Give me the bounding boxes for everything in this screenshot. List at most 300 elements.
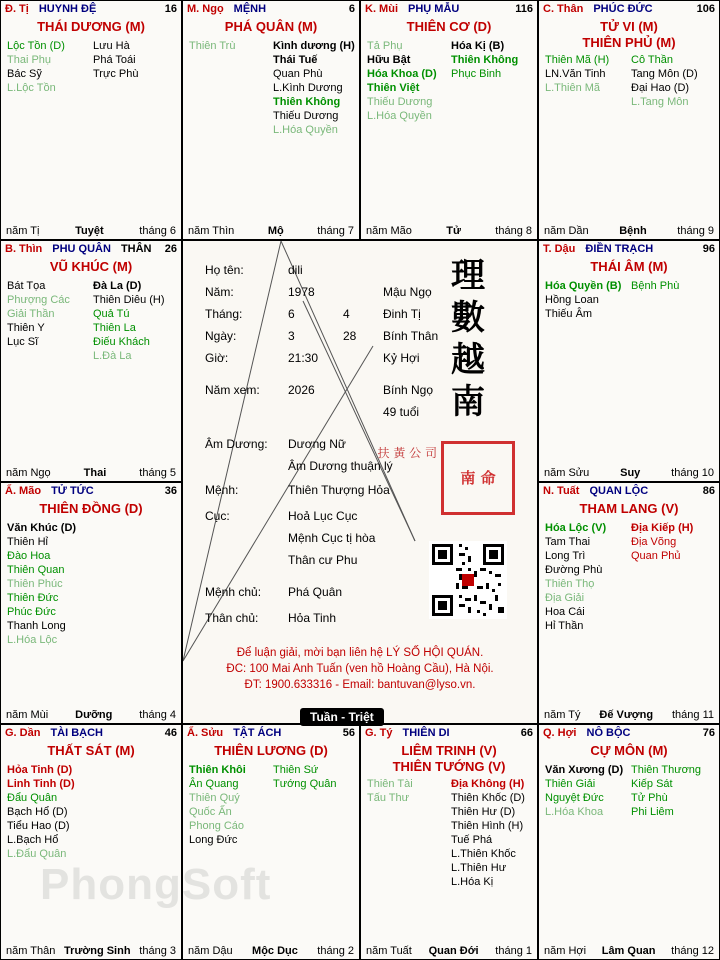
palace-name: PHÚC ĐỨC (593, 3, 653, 15)
star-column (545, 521, 627, 633)
footer-right: tháng 9 (677, 225, 714, 237)
star-item: Đại Hao (D) (631, 82, 690, 94)
star-column (7, 763, 175, 861)
star-columns (1, 279, 181, 363)
palace-branch: K. Mùi (365, 3, 398, 15)
star-item: Hoa Cái (545, 606, 585, 618)
label-menh: Mệnh: (205, 483, 239, 497)
palace-footer (361, 945, 537, 957)
footer-right: tháng 1 (495, 945, 532, 957)
palace-header-than (539, 3, 719, 17)
palace-header-thin (1, 243, 181, 257)
footer-right: tháng 7 (317, 225, 354, 237)
palace-cell-ngo[interactable] (182, 0, 360, 240)
star-item: Thiên Tài (367, 778, 413, 790)
star-item: Phi Liêm (631, 806, 674, 818)
star-item: L.Lộc Tồn (7, 82, 56, 94)
value-day-stem: Bính Thân (383, 329, 439, 343)
star-item: Thiên Hình (H) (451, 820, 524, 832)
palace-footer (183, 225, 359, 237)
palace-name: PHỤ MẪU (408, 3, 460, 15)
footer-mid: Đế Vượng (599, 709, 654, 721)
star-item: Thiên Giải (545, 778, 596, 790)
palace-cell-mui[interactable] (360, 0, 538, 240)
palace-name: QUAN LỘC (589, 485, 649, 497)
main-star: THẤT SÁT (M) (47, 743, 135, 758)
star-item: Hồng Loan (545, 294, 599, 306)
palace-branch: Ẩ. Sửu (187, 727, 224, 739)
star-item: Thiên Sứ (273, 764, 319, 776)
value-day: 3 (288, 329, 295, 343)
palace-header-mao (1, 485, 181, 499)
palace-cell-ty[interactable] (360, 724, 538, 960)
palace-number: 86 (702, 485, 715, 497)
star-item: Thiên La (93, 322, 136, 334)
palace-name: ĐIỀN TRẠCH (585, 243, 654, 255)
palace-number: 116 (515, 3, 533, 15)
star-item: Lộc Tồn (D) (7, 40, 65, 52)
palace-number: 96 (702, 243, 715, 255)
value-year-stem: Mậu Ngọ (383, 285, 432, 299)
label-cuc: Cục: (205, 509, 230, 523)
star-item: Bác Sỹ (7, 68, 42, 80)
star-item: Địa Giải (545, 592, 585, 604)
label-hour: Giờ: (205, 351, 229, 365)
label-yinyang: Âm Dương: (205, 437, 268, 451)
palace-branch: G. Dần (5, 727, 41, 739)
footer-mid: Mộc Dục (252, 945, 298, 957)
footer-right: tháng 2 (317, 945, 354, 957)
star-item: Nguyệt Đức (545, 792, 604, 804)
palace-footer (539, 945, 719, 957)
tuan-triet-badge: Tuần - Triệt (300, 708, 384, 726)
star-item: Tử Phù (631, 792, 668, 804)
star-item: Địa Không (H) (451, 778, 525, 790)
star-item: Phong Cáo (189, 820, 245, 832)
value-than-chu: Hỏa Tinh (288, 611, 337, 625)
value-month: 6 (288, 307, 295, 321)
star-item: L.Thiên Mã (545, 82, 601, 94)
star-item: Địa Võng (631, 536, 677, 548)
footer-mid: Tử (446, 225, 461, 237)
palace-branch: C. Thân (543, 3, 584, 15)
palace-name: THIÊN DI (402, 727, 450, 739)
star-item: Hữu Bật (367, 54, 411, 66)
star-item: Thiên Khốc (D) (451, 792, 525, 804)
label-menh-chu: Mệnh chủ: (205, 585, 262, 599)
star-item: Phúc Đức (7, 606, 56, 618)
star-item: Thiên Không (451, 54, 519, 66)
palace-footer (539, 709, 719, 721)
star-item: L.Thiên Hư (451, 862, 507, 874)
star-item: Giải Thần (7, 308, 55, 320)
palace-number: 106 (696, 3, 715, 15)
footer-left: năm Ngọ (6, 467, 51, 479)
palace-header-mui (361, 3, 537, 17)
footer-mid: Dưỡng (75, 709, 113, 721)
star-item: Thanh Long (7, 620, 66, 632)
label-year: Năm: (205, 285, 234, 299)
main-star: THIÊN TƯỚNG (V) (392, 759, 506, 774)
star-column (273, 39, 353, 137)
main-star: THÁI DƯƠNG (M) (37, 19, 145, 34)
label-view-year: Năm xem: (205, 383, 260, 397)
calligraphy-char-3: 越 (451, 340, 485, 380)
star-item: Quan Phù (273, 68, 323, 80)
star-item: L.Đà La (93, 350, 132, 362)
main-star: THIÊN LƯƠNG (D) (214, 743, 328, 758)
palace-header-suu (183, 727, 359, 741)
palace-branch: B. Thìn (5, 243, 43, 255)
star-column (7, 39, 89, 95)
star-columns (1, 763, 181, 861)
value-day-alt: 28 (343, 329, 357, 343)
palace-footer (1, 467, 181, 479)
star-column (545, 279, 627, 321)
star-item: Bát Tọa (7, 280, 46, 292)
company-seal: 南 命 (441, 441, 515, 515)
footer-left: năm Tý (544, 709, 581, 721)
star-item: Đẩu Quân (7, 792, 58, 804)
star-item: Thiên Phúc (7, 578, 63, 590)
star-item: Long Trì (545, 550, 586, 562)
star-item: Kình dương (H) (273, 40, 355, 52)
star-columns (183, 763, 359, 847)
footer-mid: Quan Đới (428, 945, 479, 957)
footer-left: năm Mùi (6, 709, 49, 721)
star-item: Lục Sĩ (7, 336, 39, 348)
star-item: Tiểu Hao (D) (7, 820, 70, 832)
footer-right: tháng 5 (139, 467, 176, 479)
footer-left: năm Tị (6, 225, 40, 237)
star-item: L.Bạch Hổ (7, 834, 59, 846)
calligraphy-char-2: 數 (451, 298, 485, 338)
palace-number: 36 (164, 485, 177, 497)
footer-left: năm Dậu (188, 945, 233, 957)
palace-footer (361, 225, 537, 237)
star-item: Quan Phủ (631, 550, 681, 562)
main-star: CỰ MÔN (M) (590, 743, 668, 758)
palace-name: TỬ TỨC (51, 485, 94, 497)
footer-mid: Thai (83, 467, 107, 479)
star-column (631, 53, 713, 109)
palace-header-tuat (539, 485, 719, 499)
footer-mid: Mộ (267, 225, 284, 237)
star-column (189, 763, 269, 847)
footer-right: tháng 4 (139, 709, 176, 721)
star-column (367, 39, 447, 123)
palace-header-hoi (539, 727, 719, 741)
palace-branch: Ẩ. Mão (5, 485, 42, 497)
contact-line-3: ĐT: 1900.633316 - Email: bantuvan@lyso.vn. (244, 679, 476, 691)
footer-mid: Lâm Quan (601, 945, 656, 957)
palace-than-marker: THÂN (120, 243, 152, 255)
value-view-year-stem: Bính Ngọ (383, 383, 434, 397)
star-item: Thiên Quý (189, 792, 240, 804)
label-than-chu: Thân chủ: (205, 611, 259, 625)
main-star: TỬ VI (M) (600, 19, 658, 34)
star-columns (539, 763, 719, 819)
palace-footer (1, 709, 181, 721)
star-item: Thiên Thương (631, 764, 702, 776)
star-item: Phượng Các (7, 294, 70, 306)
star-item: Văn Khúc (D) (7, 522, 77, 534)
palace-branch: G. Tý (365, 727, 393, 739)
star-item: Ân Quang (189, 778, 239, 790)
star-columns (361, 777, 537, 889)
star-item: L.Thiên Khốc (451, 848, 516, 860)
star-item: Cô Thần (631, 54, 673, 66)
footer-left: năm Thân (6, 945, 56, 957)
value-name: dili (288, 263, 303, 277)
star-item: Hóa Quyền (B) (545, 280, 622, 292)
palace-footer (183, 945, 359, 957)
star-item: LN.Văn Tinh (545, 68, 606, 80)
label-month: Tháng: (205, 307, 243, 321)
star-item: Thiên Hư (D) (451, 806, 516, 818)
star-item: Quả Tú (93, 308, 130, 320)
star-item: Thiên Y (7, 322, 45, 334)
main-star: THAM LANG (V) (579, 501, 679, 516)
star-column (631, 763, 713, 819)
star-column (631, 279, 713, 321)
footer-mid: Trường Sinh (64, 945, 131, 957)
main-star: VŨ KHÚC (M) (49, 259, 133, 274)
palace-branch: T. Dậu (543, 243, 576, 255)
value-view-year: 2026 (288, 383, 315, 397)
palace-cell-thin[interactable] (0, 240, 182, 482)
star-item: Linh Tinh (D) (7, 778, 75, 790)
star-item: Đà La (D) (93, 280, 142, 292)
star-item: Long Đức (189, 834, 238, 846)
value-yinyang-note: Âm Dương thuận lý (288, 459, 393, 473)
star-item: Lưu Hà (93, 40, 130, 52)
footer-right: tháng 6 (139, 225, 176, 237)
star-columns (183, 39, 359, 137)
palace-name: HUYNH ĐỆ (38, 3, 97, 15)
value-year: 1978 (288, 285, 315, 299)
star-item: Thiên Hỉ (7, 536, 48, 548)
center-info-panel (182, 240, 538, 724)
palace-header-dau (539, 243, 719, 257)
label-day: Ngày: (205, 329, 237, 343)
palace-header-dan (1, 727, 181, 741)
footer-mid: Tuyệt (75, 225, 104, 237)
contact-info (183, 645, 537, 693)
star-item: Thiên Đức (7, 592, 59, 604)
palace-number: 66 (520, 727, 533, 739)
star-item: Bạch Hổ (D) (7, 806, 68, 818)
star-item: Thiếu Dương (273, 110, 339, 122)
palace-number: 76 (702, 727, 715, 739)
value-cuc-note: Mệnh Cục tị hòa (288, 531, 376, 545)
star-item: Thiên Khôi (189, 764, 246, 776)
star-column (631, 521, 713, 633)
star-item: Thiên Trù (189, 40, 236, 52)
star-item: Tuế Phá (451, 834, 493, 846)
footer-mid: Suy (620, 467, 641, 479)
star-item: Tướng Quân (273, 778, 337, 790)
palace-cell-ti[interactable] (0, 0, 182, 240)
star-item: Thiên Mã (H) (545, 54, 610, 66)
qr-code[interactable] (429, 541, 507, 619)
star-item: L.Tang Môn (631, 96, 689, 108)
star-column (451, 777, 531, 889)
value-cuc: Hoả Lục Cục (288, 509, 358, 523)
main-star: THIÊN ĐỒNG (D) (39, 501, 143, 516)
footer-left: năm Dần (544, 225, 589, 237)
palace-number: 16 (164, 3, 177, 15)
star-item: Hỏa Tinh (D) (7, 764, 73, 776)
star-item: Điếu Khách (93, 336, 150, 348)
star-item: Tấu Thư (367, 792, 410, 804)
palace-footer (539, 467, 719, 479)
seal-side-text: 扶 黃 公 司 (377, 446, 437, 460)
palace-name: TÀI BẠCH (50, 727, 104, 739)
palace-footer (539, 225, 719, 237)
star-item: Kiếp Sát (631, 778, 673, 790)
star-item: Tả Phụ (367, 40, 403, 52)
star-column (545, 763, 627, 819)
palace-branch: Q. Hợi (543, 727, 577, 739)
footer-left: năm Mão (366, 225, 412, 237)
star-item: L.Kình Dương (273, 82, 343, 94)
star-item: Hóa Lộc (V) (545, 522, 607, 534)
value-menh-chu: Phá Quân (288, 585, 343, 599)
value-month-stem: Đinh Tị (383, 307, 421, 321)
star-item: Đào Hoa (7, 550, 51, 562)
star-column (367, 777, 447, 889)
star-item: Thiên Quan (7, 564, 65, 576)
star-columns (539, 521, 719, 633)
star-item: Thiên Việt (367, 82, 420, 94)
star-item: L.Hóa Quyền (273, 124, 338, 136)
palace-number: 6 (348, 3, 355, 15)
star-item: Trực Phù (93, 68, 139, 80)
star-item: L.Hóa Khoa (545, 806, 604, 818)
star-columns (1, 39, 181, 95)
star-item: Thiên Diêu (H) (93, 294, 165, 306)
palace-branch: N. Tuất (543, 485, 580, 497)
palace-cell-than[interactable] (538, 0, 720, 240)
palace-footer (1, 225, 181, 237)
palace-name: NÔ BỘC (586, 727, 631, 739)
palace-header-ti (1, 3, 181, 17)
palace-header-ngo (183, 3, 359, 17)
star-item: Hỉ Thần (545, 620, 584, 632)
star-item: Phá Toái (93, 54, 136, 66)
palace-cell-hoi[interactable] (538, 724, 720, 960)
footer-left: năm Hợi (544, 945, 587, 957)
star-columns (539, 53, 719, 109)
star-item: Thái Tuế (273, 54, 318, 66)
palace-branch: M. Ngọ (187, 3, 224, 15)
palace-header-ty (361, 727, 537, 741)
star-columns (361, 39, 537, 123)
star-item: Thiếu Dương (367, 96, 433, 108)
star-column (451, 39, 531, 123)
palace-name: TẬT ÁCH (233, 727, 282, 739)
main-star: THÁI ÂM (M) (590, 259, 668, 274)
footer-right: tháng 3 (139, 945, 176, 957)
palace-cell-dau[interactable] (538, 240, 720, 482)
value-hour: 21:30 (288, 351, 319, 365)
star-item: Thiếu Âm (545, 308, 593, 320)
main-star: PHÁ QUÂN (M) (224, 19, 318, 34)
star-item: Tang Môn (D) (631, 68, 698, 80)
footer-right: tháng 11 (671, 709, 714, 721)
star-column (545, 53, 627, 109)
value-yinyang: Dương Nữ (288, 437, 346, 451)
main-star: LIÊM TRINH (V) (401, 743, 497, 758)
palace-name: PHU QUÂN (52, 243, 111, 255)
palace-number: 56 (342, 727, 355, 739)
main-star: THIÊN PHỦ (M) (582, 35, 676, 50)
star-item: Thiên Thọ (545, 578, 595, 590)
value-than-cu: Thân cư Phu (288, 553, 358, 567)
footer-left: năm Thìn (188, 225, 235, 237)
star-item: Phục Binh (451, 68, 502, 80)
palace-cell-tuat[interactable] (538, 482, 720, 724)
star-column (273, 763, 353, 847)
value-hour-stem: Kỷ Hợi (383, 351, 420, 365)
palace-cell-mao[interactable] (0, 482, 182, 724)
star-column (7, 521, 175, 647)
star-column (7, 279, 89, 363)
star-column (93, 279, 175, 363)
star-columns (539, 279, 719, 321)
star-item: Thiên Không (273, 96, 341, 108)
footer-right: tháng 10 (671, 467, 714, 479)
star-item: Địa Kiếp (H) (631, 522, 694, 534)
palace-number: 26 (164, 243, 177, 255)
value-menh: Thiên Thượng Hỏa (288, 483, 390, 497)
palace-cell-dan[interactable] (0, 724, 182, 960)
star-item: Văn Xương (D) (545, 764, 624, 776)
footer-left: năm Sửu (544, 467, 590, 479)
label-name: Họ tên: (205, 263, 244, 277)
footer-right: tháng 8 (495, 225, 532, 237)
footer-mid: Bệnh (619, 225, 647, 237)
star-item: Tam Thai (545, 536, 591, 548)
main-star: THIÊN CƠ (D) (406, 19, 492, 34)
star-item: Bệnh Phù (631, 280, 680, 292)
star-item: L.Hóa Kị (451, 876, 494, 888)
star-item: Hóa Kị (B) (451, 40, 505, 52)
star-item: Hóa Khoa (D) (367, 68, 437, 80)
star-column (93, 39, 175, 95)
calligraphy-char-4: 南 (451, 382, 485, 422)
contact-line-1: Để luận giải, mời bạn liên hệ LÝ SỐ HỘI QUÁN. (236, 647, 484, 659)
star-columns (1, 521, 181, 647)
star-item: Đường Phù (545, 564, 603, 576)
palace-branch: Đ. Tị (5, 3, 29, 15)
star-item: L.Hóa Quyền (367, 110, 432, 122)
star-item: L.Đẩu Quân (7, 848, 67, 860)
star-column (189, 39, 269, 137)
star-item: L.Hóa Lộc (7, 634, 58, 646)
value-month-alt: 4 (343, 307, 350, 321)
palace-number: 46 (164, 727, 177, 739)
star-item: Quốc Ấn (189, 806, 232, 818)
star-item: Thai Phụ (7, 54, 52, 66)
contact-line-2: ĐC: 100 Mai Anh Tuấn (ven hồ Hoàng Cầu), Hà Nội. (226, 663, 494, 675)
footer-right: tháng 12 (671, 945, 714, 957)
palace-cell-suu[interactable] (182, 724, 360, 960)
palace-footer (1, 945, 181, 957)
value-age: 49 tuổi (383, 405, 420, 419)
calligraphy-char-1: 理 (451, 256, 485, 296)
